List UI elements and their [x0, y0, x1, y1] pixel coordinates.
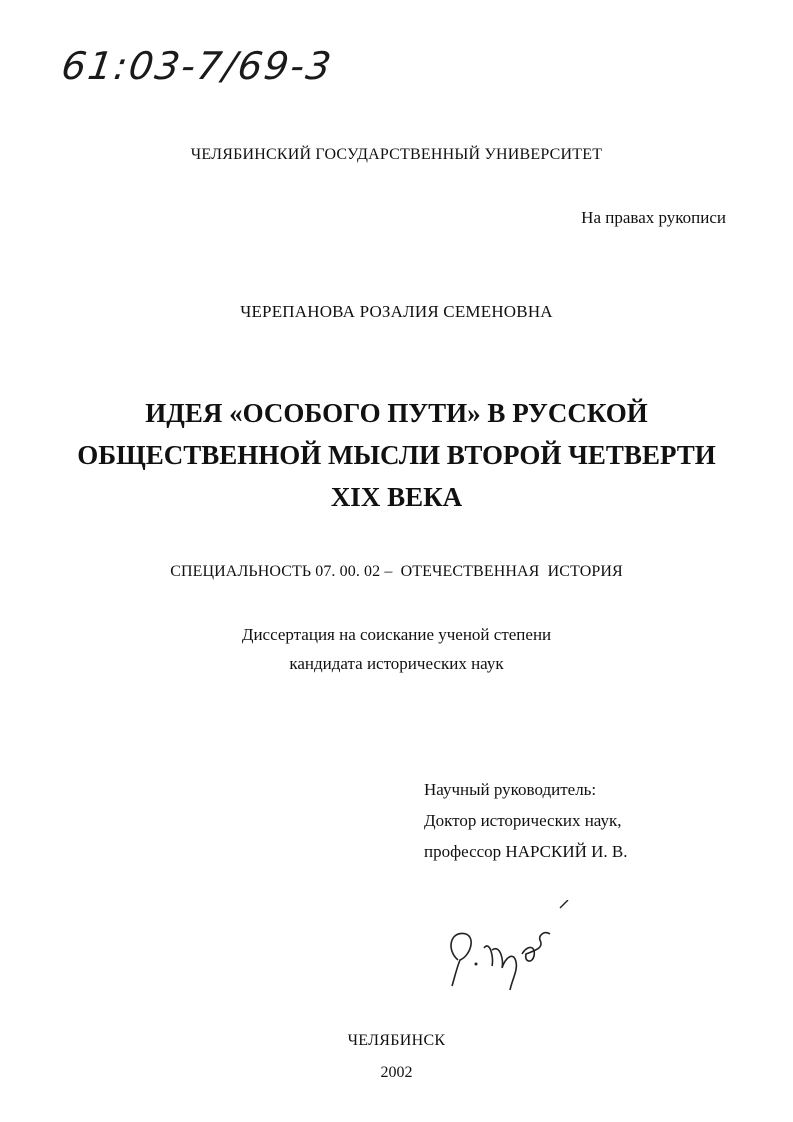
- rights-note: На правах рукописи: [581, 208, 726, 227]
- title-line-3: XIX ВЕКА: [330, 482, 463, 512]
- university-name: ЧЕЛЯБИНСКИЙ ГОСУДАРСТВЕННЫЙ УНИВЕРСИТЕТ: [190, 146, 603, 163]
- dissertation-degree: [0, 620, 793, 678]
- handwritten-signature: [440, 900, 580, 995]
- supervisor-block: [424, 774, 628, 867]
- degree-line-1: Диссертация на соискание ученой степени: [241, 625, 552, 644]
- title-line-2: ОБЩЕСТВЕННОЙ МЫСЛИ ВТОРОЙ ЧЕТВЕРТИ: [77, 440, 716, 470]
- supervisor-label: Научный руководитель:: [424, 780, 597, 799]
- city: ЧЕЛЯБИНСК: [347, 1032, 446, 1049]
- handwritten-archive-code: 61:03-7/69-3: [58, 44, 336, 88]
- supervisor-degree: Доктор исторических наук,: [424, 811, 622, 830]
- dissertation-title: [0, 392, 793, 518]
- author-name: ЧЕРЕПАНОВА РОЗАЛИЯ СЕМЕНОВНА: [240, 302, 553, 321]
- specialty: СПЕЦИАЛЬНОСТЬ 07. 00. 02 – ОТЕЧЕСТВЕННАЯ ИСТОРИЯ: [170, 563, 623, 580]
- title-line-1: ИДЕЯ «ОСОБОГО ПУТИ» В РУССКОЙ: [145, 398, 648, 428]
- degree-line-2: кандидата исторических наук: [289, 654, 504, 673]
- supervisor-name: профессор НАРСКИЙ И. В.: [424, 842, 628, 861]
- year: 2002: [380, 1064, 413, 1081]
